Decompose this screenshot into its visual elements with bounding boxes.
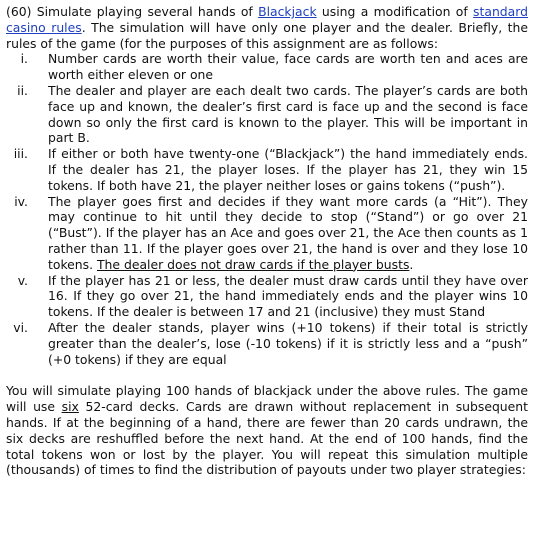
- rule-item: [6, 146, 528, 193]
- six-underlined: six: [61, 399, 79, 415]
- blackjack-link[interactable]: Blackjack: [258, 4, 317, 19]
- rule-item: [6, 194, 528, 273]
- rules-list: [6, 51, 528, 367]
- rule-number: vi.: [13, 319, 28, 335]
- outro-paragraph: You will simulate playing 100 hands of blackjack under the above rules. The game will use six 52-card decks. Cards are drawn without replacement in subsequent hands. If at the beginning of a hand, there are fewer than 20 cards undrawn, the six decks are reshuffled before the next hand. At the end of 100 hands, find the total tokens won or lost by the player. You will repeat this simulation multiple (thousands) of times to find the distribution of payouts under two player strategies:: [6, 383, 528, 478]
- rule-number: ii.: [17, 82, 28, 98]
- rule-number: i.: [20, 51, 28, 67]
- rule-text: Number cards are worth their value, face cards are worth ten and aces are worth either eleven or one: [48, 51, 528, 83]
- rule-item: [6, 83, 528, 146]
- rule-item: [6, 51, 528, 83]
- rule-text: If the player has 21 or less, the dealer must draw cards until they have over 16. If they go over 21, the hand immediately ends and the player wins 10 tokens. If the dealer is between 17 and 21 (inclusive) they must Stand: [48, 272, 528, 320]
- rule-item: [6, 273, 528, 320]
- casino-rules-link[interactable]: standard casino rules: [6, 4, 528, 35]
- rule-tail: .: [409, 256, 414, 272]
- intro-paragraph: (60) Simulate playing several hands of Blackjack using a modification of standard casino rules. The simulation will have only one player and the dealer. Briefly, the rules of the game (for the purposes of this assignment are as follows:: [6, 4, 528, 51]
- rule-number: iv.: [14, 193, 28, 209]
- rule-underlined-text: The dealer does not draw cards if the player busts: [96, 256, 410, 272]
- rule-text: The dealer and player are each dealt two cards. The player’s cards are both face up and known, the dealer’s first card is face up and the second is face down so only the first card is known to the player. This will be important in part B.: [48, 82, 528, 146]
- rule-text: If either or both have twenty-one (“Blackjack”) the hand immediately ends. If the dealer has 21, the player loses. If the player has 21, they win 15 tokens. If both have 21, the player neither loses or gains tokens (“push”).: [48, 146, 528, 193]
- rule-text: The player goes first and decides if they want more cards (a “Hit”). They may continue to hit until they decide to stop (“Stand”) or go over 21 (“Bust”). If the player has an Ace and goes over 21, the Ace then counts as 1 rather than 11. If the player goes over 21, the hand is over and they lose 10 tokens.: [48, 193, 528, 272]
- rule-item: [6, 320, 528, 367]
- rule-text: After the dealer stands, player wins (+10 tokens) if their total is strictly greater than the dealer’s, lose (-10 tokens) if it is strictly less and a “push” (+0 tokens) if they are equal: [48, 319, 528, 367]
- rule-number: iii.: [13, 146, 28, 162]
- rule-number: v.: [17, 272, 28, 288]
